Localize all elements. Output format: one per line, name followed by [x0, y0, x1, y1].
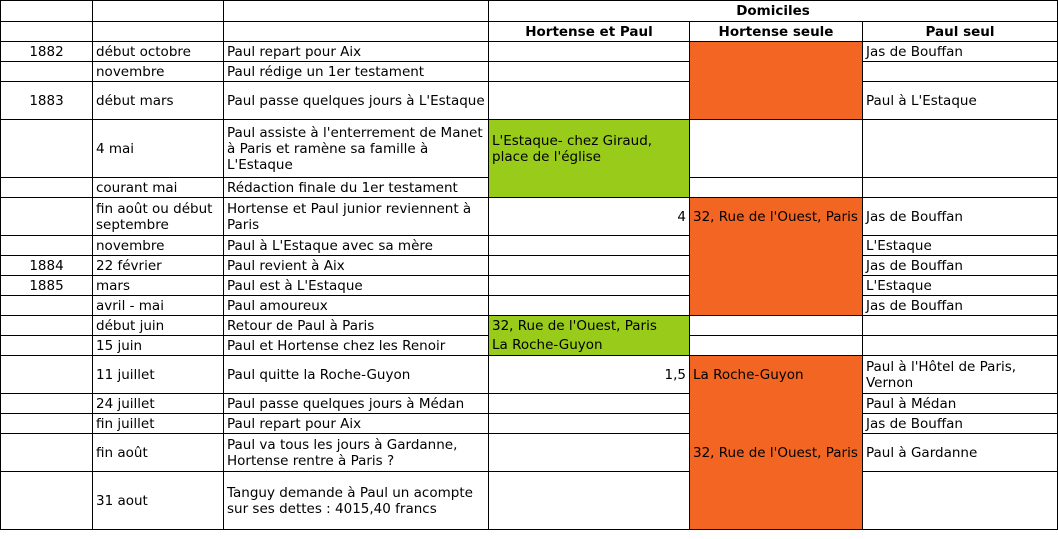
hortense-seule-cell [690, 296, 863, 316]
date-cell: courant mai [93, 178, 224, 198]
table-row [1, 236, 1058, 256]
date-cell: début mars [93, 82, 224, 120]
date-cell: novembre [93, 62, 224, 82]
hortense-paul-cell [489, 256, 690, 276]
date-cell: 11 juillet [93, 356, 224, 394]
event-cell: Paul passe quelques jours à Médan [224, 394, 489, 414]
year-cell [1, 336, 93, 356]
table-row [1, 316, 1058, 336]
paul-seul-cell: L'Estaque [863, 236, 1058, 256]
year-cell: 1884 [1, 256, 93, 276]
paul-seul-cell [863, 316, 1058, 336]
column-header-hortense-seule: Hortense seule [690, 22, 863, 42]
table-row [1, 62, 1058, 82]
paul-seul-cell [863, 178, 1058, 198]
event-cell: Paul va tous les jours à Gardanne, Hortense rentre à Paris ? [224, 434, 489, 472]
paul-seul-cell: Paul à Gardanne [863, 434, 1058, 472]
year-cell [1, 120, 93, 178]
hortense-seule-cell [690, 120, 863, 178]
date-cell: 4 mai [93, 120, 224, 178]
paul-seul-cell: Paul à L'Estaque [863, 82, 1058, 120]
year-cell [1, 62, 93, 82]
paul-seul-cell: Jas de Bouffan [863, 42, 1058, 62]
date-cell: 31 aout [93, 472, 224, 530]
date-cell: fin juillet [93, 414, 224, 434]
year-cell [1, 414, 93, 434]
event-cell: Paul amoureux [224, 296, 489, 316]
date-cell: fin août [93, 434, 224, 472]
hortense-paul-cell [489, 414, 690, 434]
hortense-seule-cell [690, 394, 863, 414]
event-cell: Retour de Paul à Paris [224, 316, 489, 336]
paul-seul-cell [863, 120, 1058, 178]
hortense-seule-cell [690, 276, 863, 296]
event-cell: Paul à L'Estaque avec sa mère [224, 236, 489, 256]
table-row [1, 276, 1058, 296]
event-cell: Tanguy demande à Paul un acompte sur ses dettes : 4015,40 francs [224, 472, 489, 530]
event-cell: Hortense et Paul junior reviennent à Paris [224, 198, 489, 236]
date-cell: novembre [93, 236, 224, 256]
paul-seul-cell: Paul à Médan [863, 394, 1058, 414]
event-cell: Rédaction finale du 1er testament [224, 178, 489, 198]
year-cell [1, 178, 93, 198]
year-cell [1, 356, 93, 394]
table-row [1, 178, 1058, 198]
table-row [1, 198, 1058, 236]
hortense-seule-cell [690, 178, 863, 198]
date-cell: début juin [93, 316, 224, 336]
hortense-seule-cell: La Roche-Guyon [690, 356, 863, 394]
table-row [1, 256, 1058, 276]
year-cell [1, 198, 93, 236]
table-row [1, 120, 1058, 178]
table-row [1, 356, 1058, 394]
hortense-paul-cell [489, 394, 690, 414]
table-row [1, 336, 1058, 356]
hortense-seule-cell [690, 236, 863, 256]
paul-seul-cell: Jas de Bouffan [863, 414, 1058, 434]
year-cell [1, 296, 93, 316]
hortense-paul-cell: 1,5 [489, 356, 690, 394]
hortense-seule-cell [690, 472, 863, 530]
year-cell: 1882 [1, 42, 93, 62]
table-row [1, 434, 1058, 472]
hortense-paul-cell [489, 472, 690, 530]
paul-seul-cell: Jas de Bouffan [863, 256, 1058, 276]
hortense-seule-cell [690, 414, 863, 434]
hortense-seule-cell [690, 42, 863, 62]
table-row [1, 42, 1058, 62]
year-cell: 1883 [1, 82, 93, 120]
date-cell: début octobre [93, 42, 224, 62]
hortense-paul-cell: La Roche-Guyon [489, 336, 690, 356]
date-cell: fin août ou début septembre [93, 198, 224, 236]
hortense-seule-cell: 32, Rue de l'Ouest, Paris [690, 198, 863, 236]
hortense-paul-cell [489, 236, 690, 256]
table-row [1, 414, 1058, 434]
paul-seul-cell: Jas de Bouffan [863, 296, 1058, 316]
hortense-seule-cell [690, 62, 863, 82]
event-cell: Paul et Hortense chez les Renoir [224, 336, 489, 356]
hortense-seule-cell [690, 316, 863, 336]
table-row [1, 394, 1058, 414]
paul-seul-cell: Paul à l'Hôtel de Paris, Vernon [863, 356, 1058, 394]
year-cell [1, 394, 93, 414]
domiciles-header: Domiciles [489, 1, 1058, 22]
date-cell: 15 juin [93, 336, 224, 356]
hortense-seule-cell [690, 82, 863, 120]
event-cell: Paul assiste à l'enterrement de Manet à Paris et ramène sa famille à L'Estaque [224, 120, 489, 178]
date-cell: 22 février [93, 256, 224, 276]
hortense-seule-cell: 32, Rue de l'Ouest, Paris [690, 434, 863, 472]
year-cell: 1885 [1, 276, 93, 296]
event-cell: Paul est à L'Estaque [224, 276, 489, 296]
column-header-hortense-et-paul: Hortense et Paul [489, 22, 690, 42]
date-cell: 24 juillet [93, 394, 224, 414]
paul-seul-cell [863, 336, 1058, 356]
hortense-seule-cell [690, 256, 863, 276]
table-row [1, 296, 1058, 316]
date-cell: avril - mai [93, 296, 224, 316]
paul-seul-cell [863, 62, 1058, 82]
table-row [1, 82, 1058, 120]
table-row [1, 472, 1058, 530]
hortense-seule-cell [690, 336, 863, 356]
hortense-paul-cell [489, 82, 690, 120]
paul-seul-cell: Jas de Bouffan [863, 198, 1058, 236]
paul-seul-cell: L'Estaque [863, 276, 1058, 296]
hortense-paul-cell [489, 434, 690, 472]
year-cell [1, 316, 93, 336]
year-cell [1, 434, 93, 472]
event-cell: Paul revient à Aix [224, 256, 489, 276]
year-cell [1, 236, 93, 256]
event-cell: Paul passe quelques jours à L'Estaque [224, 82, 489, 120]
hortense-paul-cell: 4 [489, 198, 690, 236]
hortense-paul-cell [489, 42, 690, 62]
event-cell: Paul repart pour Aix [224, 414, 489, 434]
event-cell: Paul quitte la Roche-Guyon [224, 356, 489, 394]
paul-seul-cell [863, 472, 1058, 530]
year-cell [1, 472, 93, 530]
hortense-paul-cell [489, 62, 690, 82]
hortense-paul-cell: L'Estaque- chez Giraud, place de l'église [489, 120, 690, 178]
event-cell: Paul repart pour Aix [224, 42, 489, 62]
event-cell: Paul rédige un 1er testament [224, 62, 489, 82]
hortense-paul-cell [489, 296, 690, 316]
hortense-paul-cell [489, 178, 690, 198]
date-cell: mars [93, 276, 224, 296]
column-header-paul-seul: Paul seul [863, 22, 1058, 42]
hortense-paul-cell [489, 276, 690, 296]
hortense-paul-cell: 32, Rue de l'Ouest, Paris [489, 316, 690, 336]
